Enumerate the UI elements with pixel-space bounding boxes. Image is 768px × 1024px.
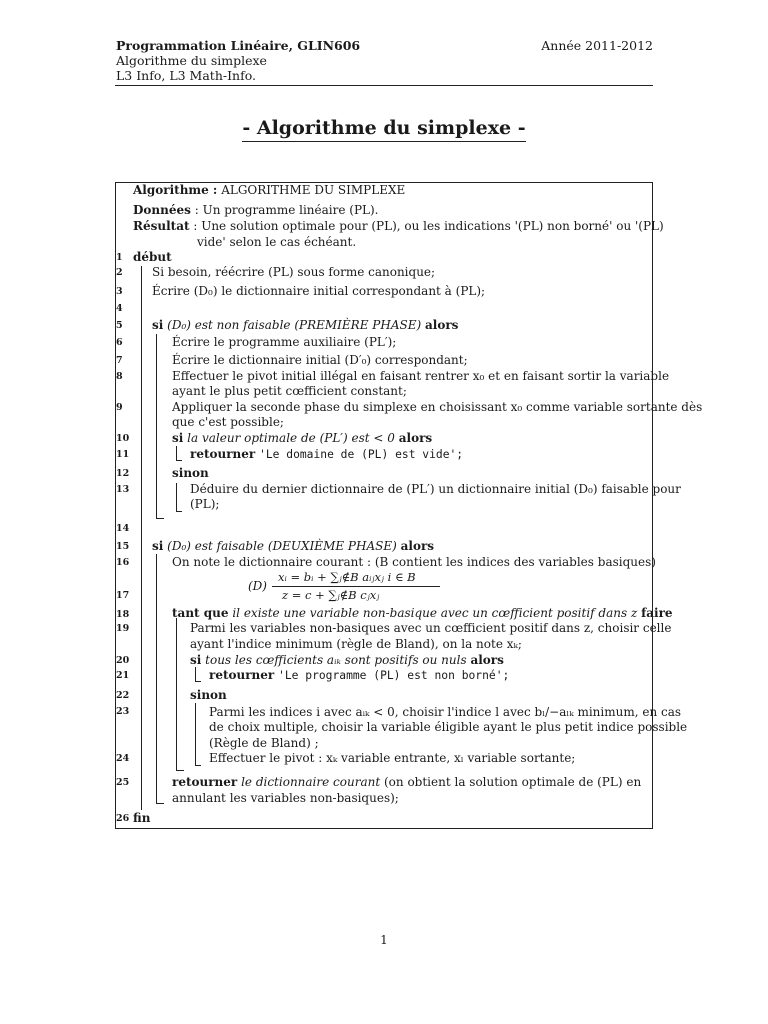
algo-data-line xyxy=(133,202,379,218)
optimal-value-condition: la valeur optimale de (PL′) est < 0 xyxy=(187,431,395,445)
return-unbounded-string: 'Le programme (PL) est non borné'; xyxy=(278,669,510,682)
line-number: 2 xyxy=(116,267,123,278)
line-number: 19 xyxy=(116,623,130,634)
line-9-cont: que c'est possible; xyxy=(172,415,284,429)
line-21 xyxy=(209,667,509,684)
algo-data-keyword: Données xyxy=(133,203,191,217)
line-number: 10 xyxy=(116,433,130,444)
line-18 xyxy=(172,605,673,621)
line-number: 5 xyxy=(116,320,123,331)
phase1-condition: (D₀) est non faisable (PREMIÈRE PHASE) xyxy=(167,318,422,332)
algo-data: : Un programme linéaire (PL). xyxy=(194,203,379,217)
line-number: 11 xyxy=(116,449,130,460)
line-19-cont: ayant l'indice minimum (règle de Bland), on la note xₖ; xyxy=(190,637,522,651)
line-24: Effectuer le pivot : xₖ variable entrante, xₗ variable sortante; xyxy=(209,751,576,765)
line-number: 16 xyxy=(116,557,130,568)
return-explanation: (on obtient la solution optimale de (PL) en xyxy=(384,775,642,789)
line-6: Écrire le programme auxiliaire (PL′); xyxy=(172,335,397,349)
line-number: 3 xyxy=(116,286,123,297)
course-topic: Algorithme du simplexe xyxy=(116,53,267,68)
line-8: Effectuer le pivot initial illégal en faisant rentrer x₀ et en faisant sortir la variable xyxy=(172,369,670,383)
line-end: fin xyxy=(133,811,151,825)
dictionary-label: (D) xyxy=(248,579,267,593)
if-empty-bar xyxy=(176,446,177,460)
else-phase1-end xyxy=(176,511,182,512)
line-begin: début xyxy=(133,250,172,264)
if-unbounded-bar xyxy=(195,667,196,681)
debut-block-bar xyxy=(141,266,142,810)
line-15 xyxy=(152,538,434,554)
line-23-cont-2: (Règle de Bland) ; xyxy=(209,736,319,750)
then-keyword: alors xyxy=(400,539,435,553)
line-13: Déduire du dernier dictionnaire de (PL′) un dictionnaire initial (D₀) faisable pour xyxy=(190,482,681,496)
line-number: 13 xyxy=(116,484,130,495)
course-level: L3 Info, L3 Math-Info. xyxy=(116,68,256,83)
return-empty-string: 'Le domaine de (PL) est vide'; xyxy=(259,448,464,461)
line-20 xyxy=(190,652,504,668)
line-number: 7 xyxy=(116,355,123,366)
line-16: On note le dictionnaire courant : (B contient les indices des variables basiques) xyxy=(172,555,656,569)
line-23: Parmi les indices i avec aᵢₖ < 0, choisir l'indice l avec bₗ/−aₗₖ minimum, en cas xyxy=(209,705,682,719)
line-7: Écrire le dictionnaire initial (D′₀) correspondant; xyxy=(172,353,468,367)
page-header xyxy=(116,38,360,83)
if-empty-end xyxy=(176,460,182,461)
algo-name-keyword: Algorithme : xyxy=(133,183,218,197)
return-keyword: retourner xyxy=(172,775,238,789)
line-number: 1 xyxy=(116,252,123,263)
header-rule xyxy=(115,85,653,86)
line-number: 17 xyxy=(116,590,130,601)
phase2-block-bar xyxy=(156,554,157,803)
line-number: 9 xyxy=(116,402,123,413)
coefficients-condition: tous les cœfficients aᵢₖ sont positifs ou nuls xyxy=(205,653,467,667)
line-5 xyxy=(152,317,458,333)
if-keyword: si xyxy=(190,653,202,667)
while-block-bar xyxy=(176,618,177,770)
while-condition: il existe une variable non-basique avec un cœfficient positif dans z xyxy=(232,606,638,620)
phase2-condition: (D₀) est faisable (DEUXIÈME PHASE) xyxy=(167,539,397,553)
line-2: Si besoin, réécrire (PL) sous forme canonique; xyxy=(152,265,436,279)
page-title-text: - Algorithme du simplexe - xyxy=(242,117,525,142)
line-number: 23 xyxy=(116,706,130,717)
return-keyword: retourner xyxy=(209,668,275,682)
algo-name-line xyxy=(133,182,405,198)
else-pivot-end xyxy=(195,765,201,766)
line-11 xyxy=(190,446,463,463)
line-25 xyxy=(172,774,641,790)
academic-year: Année 2011-2012 xyxy=(541,38,653,53)
else-phase1-bar xyxy=(176,483,177,511)
line-8-cont: ayant le plus petit cœfficient constant; xyxy=(172,384,407,398)
page-number: 1 xyxy=(380,933,388,947)
line-25-cont: annulant les variables non-basiques); xyxy=(172,791,399,805)
if-keyword: si xyxy=(152,539,164,553)
dictionary-equation-top: xᵢ = bᵢ + ∑ⱼ∉B aᵢⱼxⱼ i ∈ B xyxy=(278,570,416,584)
algo-result-cont: vide' selon le cas échéant. xyxy=(197,235,357,249)
line-number: 21 xyxy=(116,670,130,681)
algo-result: : Une solution optimale pour (PL), ou les indications '(PL) non borné' ou '(PL) xyxy=(193,219,664,233)
phase1-block-bar xyxy=(156,334,157,518)
line-number: 8 xyxy=(116,371,123,382)
line-number: 12 xyxy=(116,468,130,479)
algo-result-line xyxy=(133,218,664,234)
if-unbounded-end xyxy=(195,681,201,682)
else-pivot-bar xyxy=(195,703,196,765)
then-keyword: alors xyxy=(470,653,504,667)
phase2-block-end xyxy=(156,803,164,804)
line-10 xyxy=(172,430,432,446)
line-number: 4 xyxy=(116,303,123,314)
line-19: Parmi les variables non-basiques avec un cœfficient positif dans z, choisir celle xyxy=(190,621,672,635)
line-number: 15 xyxy=(116,541,130,552)
line-number: 24 xyxy=(116,753,130,764)
algo-result-keyword: Résultat xyxy=(133,219,190,233)
line-number: 6 xyxy=(116,337,123,348)
line-number: 26 xyxy=(116,813,130,824)
course-title: Programmation Linéaire, GLIN606 xyxy=(116,38,361,53)
do-keyword: faire xyxy=(641,606,673,620)
line-number: 14 xyxy=(116,523,130,534)
while-block-end xyxy=(176,770,184,771)
line-number: 18 xyxy=(116,609,130,620)
line-3: Écrire (D₀) le dictionnaire initial correspondant à (PL); xyxy=(152,284,486,298)
if-keyword: si xyxy=(172,431,184,445)
line-number: 20 xyxy=(116,655,130,666)
line-number: 22 xyxy=(116,690,130,701)
return-keyword: retourner xyxy=(190,447,256,461)
line-13-cont: (PL); xyxy=(190,497,220,511)
phase1-block-end xyxy=(156,518,164,519)
line-22-else: sinon xyxy=(190,688,227,702)
line-number: 25 xyxy=(116,777,130,788)
while-keyword: tant que xyxy=(172,606,229,620)
line-23-cont: de choix multiple, choisir la variable éligible ayant le plus petit indice possible xyxy=(209,720,688,734)
line-9: Appliquer la seconde phase du simplexe en choisissant x₀ comme variable sortante dès xyxy=(172,400,703,414)
line-12-else: sinon xyxy=(172,466,209,480)
if-keyword: si xyxy=(152,318,164,332)
then-keyword: alors xyxy=(424,318,459,332)
algo-name: ALGORITHME DU SIMPLEXE xyxy=(221,183,406,197)
page-title xyxy=(0,117,768,139)
current-dictionary: le dictionnaire courant xyxy=(241,775,381,789)
dictionary-equation-bottom: z = c + ∑ⱼ∉B cⱼxⱼ xyxy=(282,588,380,602)
then-keyword: alors xyxy=(398,431,433,445)
